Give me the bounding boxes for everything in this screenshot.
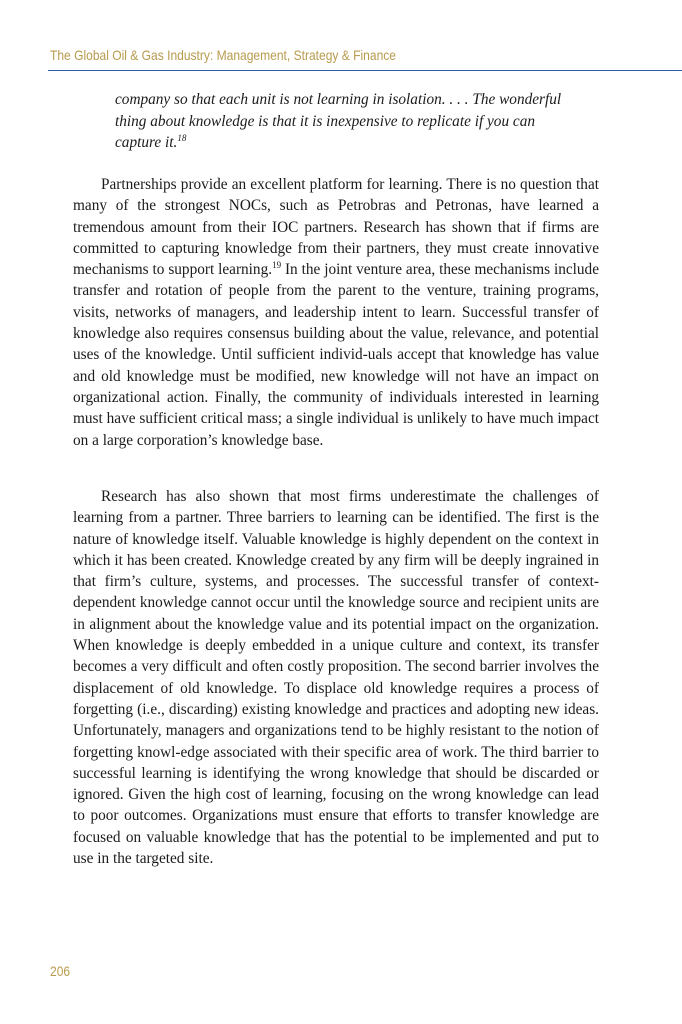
footnote-ref-18: 18: [177, 132, 187, 143]
page-number: 206: [50, 963, 71, 979]
paragraph-1-text-end: In the joint venture area, these mechanisms include transfer and rotation of people from the parent to the venture, training programs, visits, networks of managers, and leadership intent to learn. Successful transfer of knowledge also requires consensus building about the value, relevance, and potential uses of the knowledge. Until sufficient individ-uals accept that knowledge has value and old knowledge must be modified, new knowledge will not have an impact on organizational action. Finally, the community of individuals interested in learning must have sufficient critical mass; a single individual is unlikely to have much impact on a large corporation’s knowledge base.: [73, 261, 599, 449]
running-header: The Global Oil & Gas Industry: Management, Strategy & Finance: [50, 47, 396, 63]
body-paragraph-2: Research has also shown that most firms underestimate the challenges of learning from a partner. Three barriers to learning can be identified. The first is the nature of knowledge itself. Valuable knowledge is highly dependent on the context in which it has been created. Knowledge created by any firm will be deeply ingrained in that firm’s culture, systems, and processes. The successful transfer of context-dependent knowledge cannot occur until the knowledge source and recipient units are in alignment about the knowledge value and its potential impact on the organization. When knowledge is deeply embedded in a unique culture and context, its transfer becomes a very difficult and often costly proposition. The second barrier involves the displacement of old knowledge. To displace old knowledge requires a process of forgetting (i.e., discarding) existing knowledge and practices and adopting new ideas. Unfortunately, managers and organizations tend to be highly resistant to the notion of forgetting knowl-edge associated with their specific area of work. The third barrier to successful learning is identifying the wrong knowledge that should be discarded or ignored. Given the high cost of learning, focusing on the wrong knowledge can lead to poor outcomes. Organizations must ensure that efforts to transfer knowledge are focused on valuable knowledge that has the potential to be implemented and put to use in the targeted site.: [73, 488, 599, 868]
block-quote: [115, 89, 581, 154]
header-rule: [48, 70, 682, 71]
footnote-ref-19: 19: [272, 260, 282, 271]
quote-text: company so that each unit is not learning in isolation. . . . The wonderful thing about knowledge is that it is inexpensive to replicate if you can capture it.: [115, 91, 562, 151]
paragraph-1-text-start: Partnerships provide an excellent platform for learning. There is no question that many of the strongest NOCs, such as Petrobras and Petronas, have learned a tremendous amount from their IOC partners. Research has shown that if firms are committed to capturing knowledge from their partners, they must create innovative mechanisms to support learning.: [73, 176, 599, 279]
body-paragraph-1: [73, 174, 599, 451]
